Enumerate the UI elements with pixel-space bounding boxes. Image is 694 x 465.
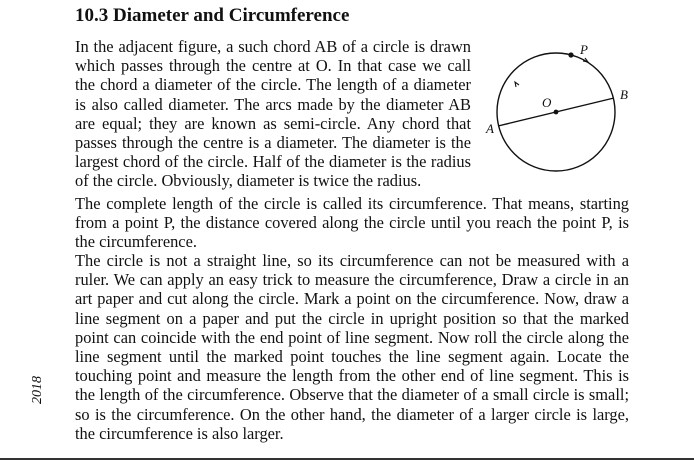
- label-a: A: [486, 121, 494, 136]
- year-margin-label: 2018: [30, 376, 45, 404]
- paragraph-diameter: In the adjacent figure, a such chord AB of a circle is drawn which passes through the centre at O. In that case we call the chord a diameter of the circle. The length of a diameter is also called diameter. The arcs made by the diameter AB are equal; they are known as semi-circle. Any chord that passes through the centre is a diameter. The diameter is the largest chord of the circle. Half of the diameter is the radius of the circle. Obviously, diameter is twice the radius.: [75, 37, 471, 191]
- label-p: P: [580, 42, 588, 57]
- circle-figure: [480, 40, 640, 180]
- page-bottom-rule: [0, 458, 694, 460]
- centre-point-o: [554, 110, 559, 115]
- paragraph-circumference: The complete length of the circle is called its circumference. That means, starting from a point P, the distance covered along the circle until you reach the point P, is the circumference.: [75, 194, 629, 252]
- label-b: B: [620, 87, 628, 102]
- point-p: [568, 52, 573, 57]
- label-o: O: [542, 95, 552, 110]
- arrowhead-left: [515, 82, 519, 87]
- section-heading: 10.3 Diameter and Circumference: [75, 5, 350, 26]
- paragraph-measurement: The circle is not a straight line, so its circumference can not be measured with a ruler. We can apply an easy trick to measure the circumference, Draw a circle in an art paper and cut along the circle. Mark a point on the circumference. Now, draw a line segment on a paper and put the circle in upright position so that the marked point can coincide with the end point of line segment. Now roll the circle along the line segment until the marked point touches the line segment again. Locate the touching point and measure the length from the other end of line segment. This is the length of the circumference. Observe that the diameter of a small circle is small; so is the circumference. On the other hand, the diameter of a larger circle is large, the circumference is also larger.: [75, 251, 629, 443]
- circle-diagram: [480, 40, 640, 180]
